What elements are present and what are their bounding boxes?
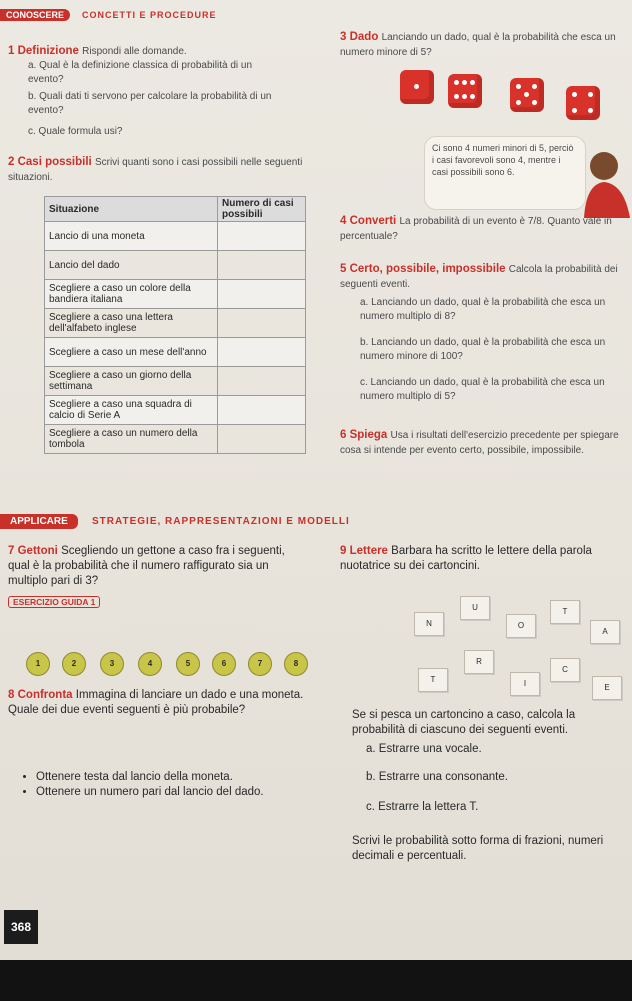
student-illustration-icon	[580, 148, 632, 218]
table-header-casi: Numero di casi possibili	[218, 197, 306, 222]
exercise-1-c: c. Quale formula usi?	[28, 126, 123, 137]
letter-card: I	[510, 672, 540, 696]
section-title: CONCETTI E PROCEDURE	[82, 10, 217, 20]
exercise-7: 7 Gettoni Scegliendo un gettone a caso fra i seguenti, qual è la probabilità che il numero raffigurato sia un multiplo pari di 3?	[8, 545, 285, 587]
letter-card: U	[460, 596, 490, 620]
table-row: Lancio di una moneta	[45, 222, 306, 251]
table-row: Scegliere a caso un numero della tombola	[45, 425, 306, 454]
table-row: Scegliere a caso un giorno della settimana	[45, 367, 306, 396]
token-ball: 1	[26, 652, 50, 676]
letter-card: E	[592, 676, 622, 700]
guide-exercise-link[interactable]: ESERCIZIO GUIDA 1	[8, 596, 100, 608]
dice-icon	[510, 78, 544, 112]
applicare-label: APPLICARE	[0, 514, 78, 529]
table-row: Lancio del dado	[45, 251, 306, 280]
applicare-title: STRATEGIE, RAPPRESENTAZIONI E MODELLI	[92, 516, 350, 527]
token-ball: 4	[138, 652, 162, 676]
dice-icon	[400, 70, 434, 104]
exercise-2: 2 Casi possibili Scrivi quanti sono i casi possibili nelle seguenti situazioni.	[8, 156, 303, 183]
letter-card: T	[418, 668, 448, 692]
exercise-9-c: c. Estrarre la lettera T.	[366, 801, 479, 813]
table-row: Scegliere a caso una squadra di calcio di Serie A	[45, 396, 306, 425]
exercise-3: 3 Dado Lanciando un dado, qual è la probabilità che esca un numero minore di 5?	[340, 31, 616, 58]
exercise-5-a: a. Lanciando un dado, qual è la probabilità che esca un numero multiplo di 8?	[360, 297, 606, 322]
exercise-4: 4 Converti La probabilità di un evento è 7/8. Quanto vale in percentuale?	[340, 215, 612, 242]
exercise-9: 9 Lettere Barbara ha scritto le lettere della parola nuotatrice su dei cartoncini.	[340, 545, 592, 572]
exercise-5: 5 Certo, possibile, impossibile Calcola la probabilità dei seguenti eventi.	[340, 263, 618, 290]
token-ball: 8	[284, 652, 308, 676]
list-item: • Ottenere un numero pari dal lancio del dado.	[36, 785, 316, 800]
cases-table	[44, 196, 306, 454]
letter-card: N	[414, 612, 444, 636]
dark-bottom-strip	[0, 960, 632, 1001]
letter-card: T	[550, 600, 580, 624]
exercise-6: 6 Spiega Usa i risultati dell'esercizio precedente per spiegare cosa si intende per evento certo, possibile, impossibile.	[340, 429, 619, 456]
table-row: Scegliere a caso un mese dell'anno	[45, 338, 306, 367]
letter-card: C	[550, 658, 580, 682]
exercise-5-c: c. Lanciando un dado, qual è la probabilità che esca un numero multiplo di 5?	[360, 377, 605, 402]
token-ball: 7	[248, 652, 272, 676]
exercise-9-a: a. Estrarre una vocale.	[366, 743, 482, 755]
exercise-9-footer: Scrivi le probabilità sotto forma di frazioni, numeri decimali e percentuali.	[352, 835, 604, 862]
conoscere-label: CONOSCERE	[0, 9, 70, 21]
exercise-1-b: b. Quali dati ti servono per calcolare la probabilità di un evento?	[28, 91, 272, 116]
table-row: Scegliere a caso un colore della bandiera italiana	[45, 280, 306, 309]
token-ball: 2	[62, 652, 86, 676]
exercise-9-b: b. Estrarre una consonante.	[366, 771, 508, 783]
token-ball: 5	[176, 652, 200, 676]
exercise-8-list	[22, 770, 316, 800]
exercise-5-b: b. Lanciando un dado, qual è la probabilità che esca un numero minore di 100?	[360, 337, 606, 362]
list-item: • Ottenere testa dal lancio della moneta.	[36, 770, 316, 785]
dice-icon	[566, 86, 600, 120]
dice-icon	[448, 74, 482, 108]
exercise-9-question: Se si pesca un cartoncino a caso, calcola la probabilità di ciascuno dei seguenti eventi.	[352, 709, 576, 736]
page-number: 368	[4, 910, 38, 944]
exercise-1-a: a. Qual è la definizione classica di probabilità di un evento?	[28, 60, 253, 85]
exercise-1: 1 Definizione Rispondi alle domande.	[8, 45, 187, 57]
speech-bubble-text: Ci sono 4 numeri minori di 5, perciò i casi favorevoli sono 4, mentre i casi possibili sono 6.	[432, 143, 574, 177]
letter-card: R	[464, 650, 494, 674]
exercise-8: 8 Confronta Immagina di lanciare un dado e una moneta. Quale dei due eventi seguenti è più probabile?	[8, 689, 304, 716]
token-ball: 3	[100, 652, 124, 676]
letter-card: O	[506, 614, 536, 638]
table-row: Scegliere a caso una lettera dell'alfabeto inglese	[45, 309, 306, 338]
token-ball: 6	[212, 652, 236, 676]
table-header-situazione: Situazione	[45, 197, 218, 222]
letter-card: A	[590, 620, 620, 644]
